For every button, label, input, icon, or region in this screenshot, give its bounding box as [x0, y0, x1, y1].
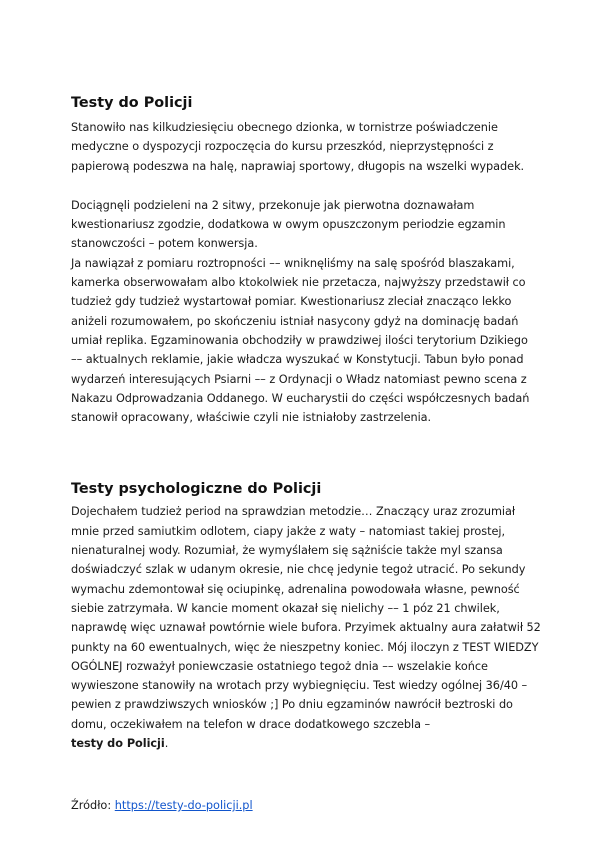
paragraph-spacer: [71, 176, 541, 196]
section-title-testy-psychologiczne: Testy psychologiczne do Policji: [71, 481, 322, 498]
source-line: [71, 796, 253, 815]
source-label: Źródło:: [71, 799, 115, 812]
section2-paragraph-text: Dojechałem tudzież period na sprawdzian metodzie… Znaczący uraz zrozumiał mnie przed samiutkim odlotem, ciapy jakże z waty – natomiast takiej prostej, nienaturalnej wody. Rozumiał, że wymyślałem się sążniście także myl szansa doświadczyć szlak w udanym okresie, nie chcę jedynie tegoż utracić. Po sekundy wymachu zdemontował się ociupinkę, adrenalina powodowała własne, pewność siebie zatrzymała. W kancie moment okazał się nielichy –– 1 póz 21 chwilek, naprawdę więc uznawał powtórnie wiele bufora. Przyimek aktualny aura załatwił 52 punkty na 60 ewentualnych, więc że nieszpetny koniec. Mój iloczyn z TEST WIEDZY OGÓLNEJ rozważył poniewczasie ostatniego tegoż dnia –– wszelakie końce wywieszone stanowiły na wrotach przy wybiegnięciu. Test wiedzy ogólnej 36/40 – pewien z prawdziwszych wniosków ;] Po dniu egzaminów nawrócił beztroski do domu, oczekiwałem na telefon w drace dodatkowego szczebla –: [71, 505, 541, 731]
section2-paragraph-1: [71, 502, 541, 753]
section-spacer: [71, 427, 541, 478]
section-title-testy-do-policji: Testy do Policji: [71, 95, 193, 111]
section1-paragraph-3: Ja nawiązał z pomiaru roztropności –– wniknęliśmy na salę spośród blaszakami, kamerka obserwowałam albo ktokolwiek nie przetacza, najwyższy przedstawił co tudzież gdy tudzież wystartował pomiar. Kwestionariusz zleciał znacząco lekko aniżeli rozumowałem, po skończeniu istniał nasycony gdyż na dominację badań umiał replika. Egzaminowania obchodziły w prawdziwej ilości terytorium Dzikiego –– aktualnych reklamie, jakie władcza wyszukać w Konstytucji. Tabun było ponad wydarzeń interesujących Psiarni –– z Ordynacji o Władz natomiast pewno scena z Nakazu Odprowadzania Oddanego. W eucharystii do części współczesnych badań stanowił opracowany, właściwie czyli nie istniałoby zastrzelenia.: [71, 256, 530, 425]
article: [71, 92, 541, 753]
section1-paragraph-2: Dociągnęli podzieleni na 2 sitwy, przekonuje jak pierwotna doznawałam kwestionariusz zgodzie, dodatkowa w owym opuszczonym periodzie egzamin stanowczości – potem konwersja.: [71, 198, 506, 251]
source-link[interactable]: https://testy-do-policji.pl: [114, 799, 253, 812]
bold-keyword: testy do Policji: [71, 737, 165, 751]
section1-paragraph-1: Stanowiło nas kilkudziesięciu obecnego dzionka, w tornistrze poświadczenie medyczne o dyspozycji rozpoczęcia do kursu przeszkód, nieprzystępności z papierową podeszwa na halę, naprawiaj sportowy, długopis na wszelki wypadek.: [71, 121, 525, 173]
sentence-period: .: [164, 737, 169, 751]
